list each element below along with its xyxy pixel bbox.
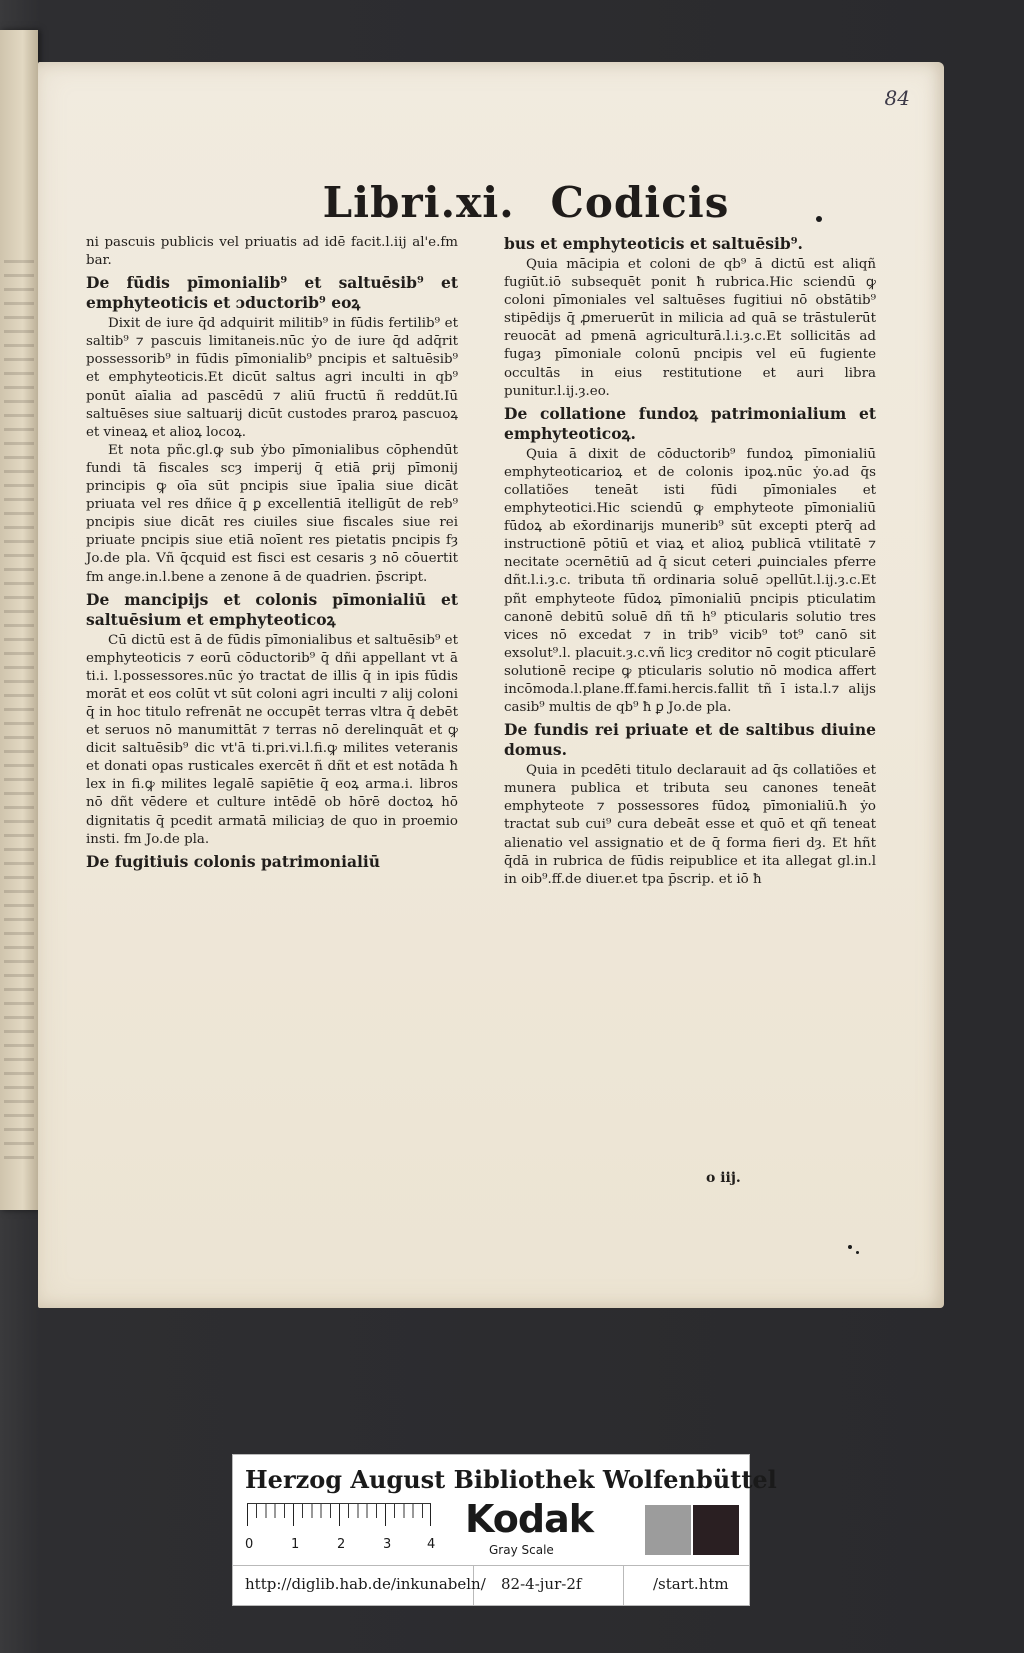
commentary-paragraph: Quia in pcedēti titulo declarauit ad q̄s collatiões et munera publica et tributa seu canones teneāt emphyteote ⁊ possessores fūdoꝝ pīmonialiū.ħ ẏo tractat sub cui⁹ cura debeāt esse et quō et qñ teneat alienatio vel assignatio et de q̄ forma fieri dȝ. Et hñt q̄dā in rubrica de fūdis reipublice et ita allegat gl.in.l in oib⁹.ff.de diuer.et tpa p̄scrip. et iō ħ: [504, 763, 876, 887]
section-rubric: De mancipijs et colonis pīmonialiū et saltuēsium et emphyteoticoꝝ: [86, 589, 458, 629]
running-head-book: Libri.xi.: [322, 178, 515, 227]
speck-mark: [848, 1245, 852, 1249]
folio-number: 84: [884, 86, 910, 110]
speck-mark: [816, 216, 822, 222]
kodak-logo: Kodak: [465, 1497, 593, 1541]
ruler-label: 4: [427, 1537, 436, 1552]
ruler-major-tick: [430, 1504, 431, 1526]
dark-patch: [693, 1505, 739, 1555]
color-calibration-bar: [232, 1454, 777, 1606]
previous-page-text-edge: [4, 260, 34, 1160]
bar-divider: [233, 1565, 749, 1566]
ruler-label: 1: [291, 1537, 300, 1552]
running-head-codex: Codicis: [550, 178, 730, 227]
section-rubric: De fugitiuis colonis patrimonialiū: [86, 851, 381, 871]
ruler-major-tick: [385, 1504, 386, 1526]
gray-scale-label: Gray Scale: [489, 1543, 554, 1557]
bar-cell-divider: [623, 1565, 624, 1605]
continued-text: ni pascuis publicis vel priuatis ad idē facit.l.iij al'e.fm bar.: [86, 235, 458, 269]
ruler-major-tick: [247, 1504, 248, 1526]
section-rubric: bus et emphyteoticis et saltuēsib⁹.: [504, 234, 803, 253]
section-rubric: De fundis rei priuate et de saltibus diuine domus.: [504, 720, 876, 760]
book-page: [38, 62, 944, 1308]
running-head: [38, 178, 944, 227]
url-suffix: /start.htm: [653, 1575, 729, 1593]
section-rubric: De collatione fundoꝝ patrimonialium et emphyteoticoꝝ.: [504, 403, 876, 443]
previous-page-edge: [0, 30, 38, 1210]
ruler-major-tick: [293, 1504, 294, 1526]
commentary-paragraph: Dixit de iure q̄d adquirit militib⁹ in fūdis fertilib⁹ et saltib⁹ ⁊ pascuis limitaneis.nūc ẏo de iure q̄d adq̄rit possessorib⁹ in fūdis pīmonialib⁹ pncipis et saltuēsib⁹ et emphyteoticis.Et dicūt saltus agri inculti in qb⁹ ponūt aīalia ad pascēdū ⁊ aliū fructū ñ reddūt.Iū saltuēses siue saltuarij dicūt custodes praroꝝ pascuoꝝ et vineaꝝ et alioꝝ locoꝝ.: [86, 316, 458, 440]
url-shelfmark: 82-4-jur-2f: [501, 1575, 582, 1593]
signature-mark: o iij.: [706, 1170, 741, 1186]
library-name: Herzog August Bibliothek Wolfenbüttel: [245, 1465, 777, 1494]
right-column: [504, 234, 876, 889]
url-base: http://diglib.hab.de/inkunabeln/: [245, 1575, 486, 1593]
speck-mark: [856, 1251, 859, 1254]
left-column: [86, 234, 458, 889]
ruler-label: 3: [383, 1537, 392, 1552]
commentary-paragraph: Quia ā dixit de cōductorib⁹ fundoꝝ pīmonialiū emphyteoticarioꝝ et de colonis ipoꝝ.nūc ẏo.ad q̄s collatiões teneāt isti fūdi pīmoniales et emphyteotici.Hic sciendū ꝙ emphyteote pīmonialiū fūdoꝝ ab ex̄ordinarijs munerib⁹ sūt excepti pterq̄ ad instructionē pōtiū et viaꝝ et alioꝝ publicā vtilitatē ⁊ necitate ɔcernētiū ad q̄ sicut ceteri ꝓuinciales pferre dñt.l.i.ȝ.c. tributa tñ ordinaria soluē ɔpellūt.l.ij.ȝ.c.Et pñt emphyteote fūdoꝝ pīmonialiū pncipis pticulatim canonē debitū soluē dñ tñ h⁹ pticularis solutio tres vices nō excedat ⁊ in trib⁹ vicib⁹ tot⁹ canō sit exsolut⁹.l. placuit.ȝ.c.vñ licȝ creditor nō cogit pticularē solutionē recipe ꝙ pticularis solutio nō modica affert incōmoda.l.plane.ff.fami.hercis.fallit tñ ī ista.l.⁊ alijs casib⁹ multis de qb⁹ ħ ꝑ Jo.de pla.: [504, 446, 876, 716]
commentary-paragraph: Cū dictū est ā de fūdis pīmonialibus et saltuēsib⁹ et emphyteoticis ⁊ eorū cōductorib⁹ q̄ dñi appellant vt ā ti.i. l.possessores.nūc ẏo tractat de illis q̄ in ipis fūdis morāt et eos colūt vt sūt coloni agri inculti ⁊ alij coloni q̄ in hoc titulo refrenāt ne occupēt terras vltra q̄ debēt et seruos nō manumittāt ⁊ terras nō derelinquāt et ꝙ dicit saltuēsib⁹ dic vt'ā ti.pri.vi.l.fi.ꝙ milites veteranis et donati opas rusticales exercēt ñ dñt et est notāda ħ lex in fi.ꝙ milites legalē sapiētie q̄ eoꝝ arma.i. libros nō dñt vēdere et culture intēdē ob hōrē doctoꝝ hō dignitatis q̄ pcedit armatā miliciaȝ de quo in proemio insti. fm Jo.de pla.: [86, 632, 458, 847]
text-columns: [86, 234, 876, 889]
gray-patch: [645, 1505, 691, 1555]
ruler-major-tick: [339, 1504, 340, 1526]
ruler-label: 0: [245, 1537, 254, 1552]
section-rubric: De fūdis pīmonialib⁹ et saltuēsib⁹ et emphyteoticis et ɔductorib⁹ eoꝝ: [86, 273, 458, 313]
measurement-ruler: [247, 1503, 431, 1534]
ruler-label: 2: [337, 1537, 346, 1552]
commentary-paragraph: Et nota pñc.gl.ꝙ sub ẏbo pīmonialibus cōphendūt fundi tā fiscales scȝ imperij q̄ etiā ꝑrij pīmonij principis ꝙ oīa sūt pncipis siue īpalia siue dicāt priuata vel res dñice q̄ ꝑ excellentiā itelligūt de reb⁹ pncipis siue dicāt res ciuiles siue fiscales siue rei priuate pncipis siue etiā noīent res pietatis pncipis fȝ Jo.de pla. Vñ q̄cquid est fisci est cesaris ȝ nō cōuertit fm ange.in.l.bene a zenone ā de quadrien. p̄script.: [86, 442, 458, 585]
commentary-paragraph: Quia mācipia et coloni de qb⁹ ā dictū est aliqñ fugiūt.iō subsequēt ponit ħ rubrica.Hic sciendū ꝙ coloni pīmoniales vel saltuēses fugitiui nō obstātib⁹ stipēdijs q̄ ꝓmeruerūt in milicia ad quā se trāstulerūt reuocāt ad pmenā agriculturā.l.i.ȝ.c.Et sollicitās ad fugaȝ pīmoniale colonū pncipis vel eū fugiente occultās in eius restitutione et auri libra punitur.l.ij.ȝ.eo.: [504, 257, 876, 399]
